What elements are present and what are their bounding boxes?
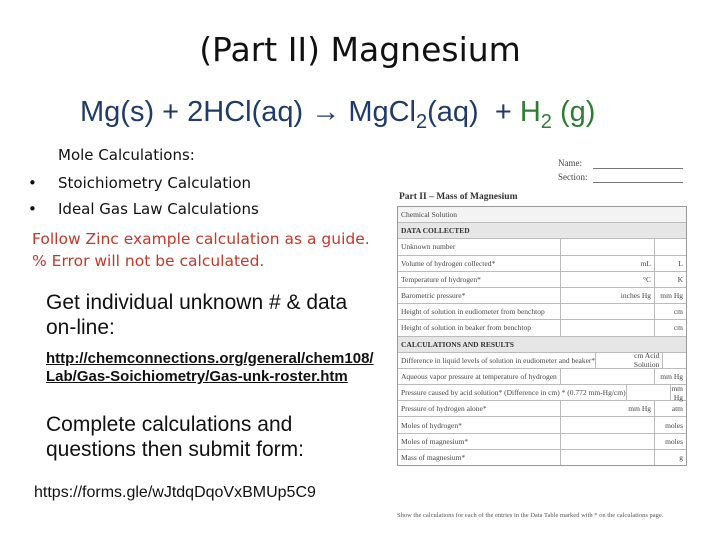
value-cell: [560, 401, 611, 416]
bullet-icon: •: [28, 200, 37, 218]
row-label: Height of solution in beaker from benchtop: [401, 323, 531, 333]
row-label: Pressure caused by acid solution* (Difference in cm) * (0.772 mm-Hg/cm): [401, 388, 626, 398]
value-cell: [595, 353, 631, 368]
worksheet-part-title: Part II – Mass of Magnesium: [399, 192, 518, 202]
row-label: Volume of hydrogen collected*: [401, 258, 496, 268]
bullet-list: [28, 174, 259, 226]
table-row: [398, 450, 686, 465]
reaction-arrow-icon: →: [311, 96, 341, 128]
unit-label: mL: [640, 258, 651, 268]
unit2-label: [654, 239, 686, 254]
row-label: CALCULATIONS AND RESULTS: [401, 339, 514, 349]
list-item: • Ideal Gas Law Calculations: [28, 200, 259, 226]
unit2-label: [662, 353, 686, 368]
value-cell: [560, 434, 611, 449]
guide-note: Follow Zinc example calculation as a guide. % Error will not be calculated.: [32, 230, 370, 270]
worksheet-table: [397, 206, 687, 466]
equation-product-h2: $H_2$ (g): [519, 96, 596, 133]
table-row: [398, 320, 686, 336]
mole-calculations-heading: Mole Calculations:: [58, 146, 195, 164]
row-label: Chemical Solution: [401, 210, 458, 220]
table-row: [398, 239, 686, 255]
worksheet-footnote: Show the calculations for each of the entries in the Data Table marked with * on the calculations page.: [397, 512, 664, 519]
value-cell: [560, 304, 611, 319]
row-label: Barometric pressure*: [401, 291, 466, 301]
table-row: [398, 272, 686, 288]
unit-label: mm Hg: [628, 404, 651, 414]
unit2-label: mm Hg: [654, 288, 686, 303]
table-row: [398, 353, 686, 369]
row-label: Difference in liquid levels of solution in eudiometer and beaker*: [401, 355, 596, 365]
unit2-label: g: [654, 450, 686, 465]
row-label: DATA COLLECTED: [401, 226, 470, 236]
table-row: [398, 434, 686, 450]
table-row: [398, 288, 686, 304]
row-label: Pressure of hydrogen alone*: [401, 404, 487, 414]
table-row: [398, 369, 686, 385]
worksheet-name-label: Name:: [558, 158, 582, 168]
value-cell: [560, 369, 611, 384]
unit-label: cm Acid Solution: [633, 351, 660, 370]
table-row: [398, 223, 686, 239]
roster-link[interactable]: http://chemconnections.org/general/chem108/Lab/Gas-Soichiometry/Gas-unk-roster.htm: [46, 350, 374, 385]
unit2-label: K: [654, 272, 686, 287]
worksheet-section-label: Section:: [558, 172, 588, 182]
reaction-equation: Mg(s) + 2HCl(aq) → MgCl$_2$(aq) + $H_2$ (g): [80, 96, 596, 133]
row-label: Temperature of hydrogen*: [401, 274, 481, 284]
table-row: [398, 304, 686, 320]
value-cell: [560, 272, 611, 287]
section-line: [593, 182, 683, 183]
value-cell: [626, 385, 649, 400]
table-row: [398, 385, 686, 401]
name-line: [593, 168, 683, 169]
table-row: [398, 401, 686, 417]
value-cell: [560, 288, 611, 303]
unit2-label: moles: [654, 434, 686, 449]
unit2-label: mm Hg: [654, 369, 686, 384]
equation-product-mgcl2: MgCl$_2$(aq): [348, 96, 479, 133]
value-cell: [560, 417, 611, 432]
list-item: • Stoichiometry Calculation: [28, 174, 259, 200]
row-label: Moles of hydrogen*: [401, 420, 462, 430]
unit2-label: moles: [654, 417, 686, 432]
form-url[interactable]: https://forms.gle/wJtdqDqoVxBMUp5C9: [34, 484, 316, 501]
table-row: [398, 207, 686, 223]
row-label: Unknown number: [401, 242, 456, 252]
row-label: Moles of magnesium*: [401, 436, 469, 446]
table-row: [398, 337, 686, 353]
table-row: [398, 256, 686, 272]
table-row: [398, 417, 686, 433]
get-data-text: Get individual unknown # & data on-line:: [46, 291, 348, 339]
worksheet-image: [393, 150, 690, 522]
row-label: Mass of magnesium*: [401, 452, 466, 462]
complete-text: Complete calculations and questions then submit form:: [46, 413, 304, 461]
value-cell: [560, 320, 611, 335]
equation-reactants: Mg(s) + 2HCl(aq): [80, 96, 304, 128]
value-cell: [560, 256, 611, 271]
value-cell: [560, 450, 611, 465]
unit2-label: L: [654, 256, 686, 271]
unit-label: °C: [642, 274, 651, 284]
unit2-label: cm: [654, 320, 686, 335]
unit-label: inches Hg: [620, 291, 651, 301]
bullet-icon: •: [28, 174, 37, 192]
row-label: Height of solution in eudiometer from benchtop: [401, 307, 545, 317]
unit2-label: atm: [654, 401, 686, 416]
unit2-label: mm Hg: [670, 385, 686, 400]
unit2-label: cm: [654, 304, 686, 319]
row-label: Aqueous vapor pressure at temperature of hydrogen: [401, 371, 557, 381]
slide-title: (Part II) Magnesium: [199, 30, 521, 69]
value-cell: [560, 239, 611, 254]
